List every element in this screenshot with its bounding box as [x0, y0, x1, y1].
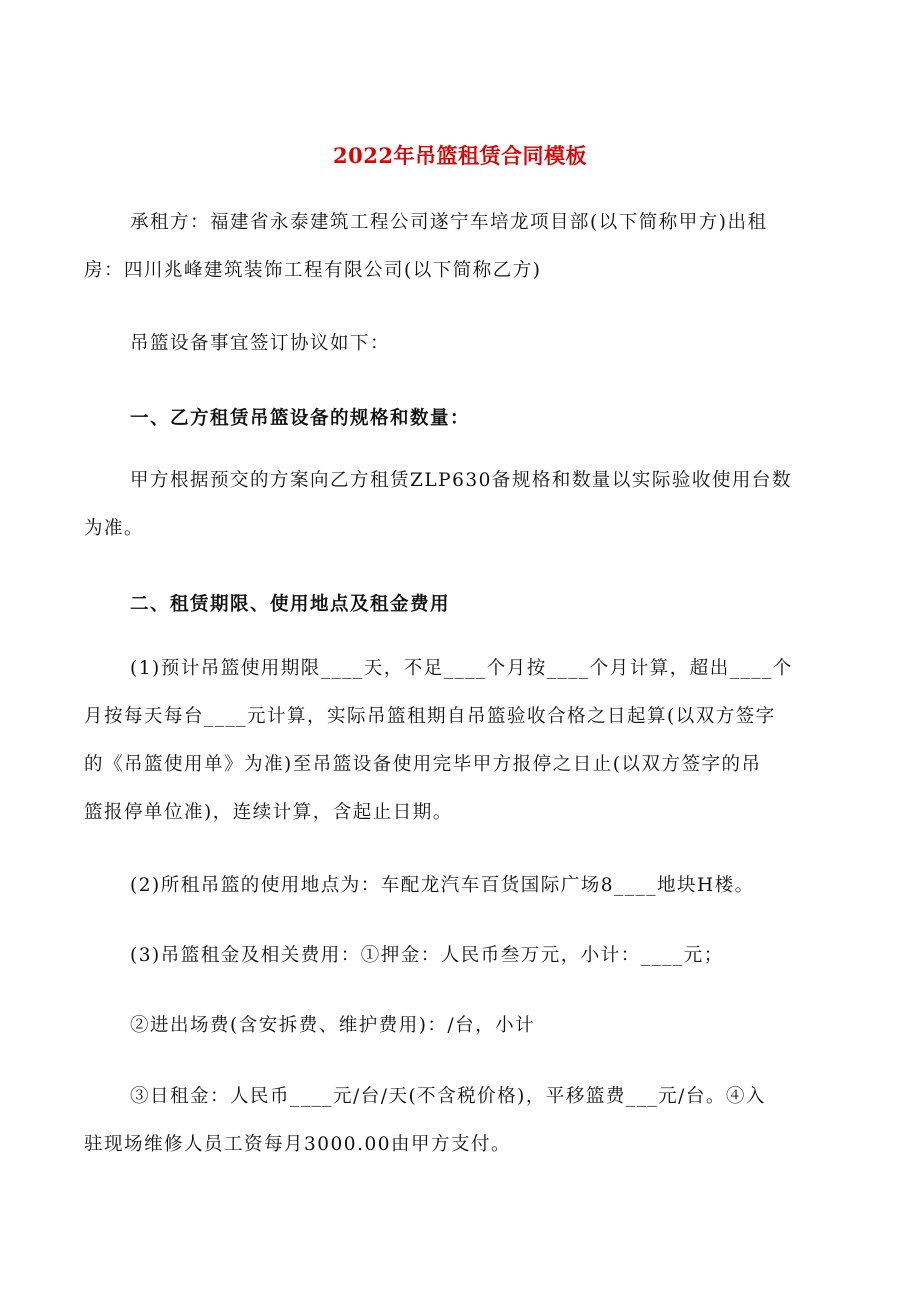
- item-3c-paragraph: [84, 1073, 800, 1169]
- item-3c-line-2: 驻现场维修人员工资每月3000.00由甲方支付。: [84, 1134, 512, 1155]
- item-1-line-2: 月按每天每台____元计算，实际吊篮租期自吊篮验收合格之日起算(以双方签字: [84, 706, 776, 727]
- intro-line: 吊篮设备事宜签订协议如下：: [130, 333, 391, 354]
- item-1-line-1: (1)预计吊篮使用期限____天，不足____个月按____个月计算，超出____个: [130, 658, 793, 679]
- item-2-line: (2)所租吊篮的使用地点为：车配龙汽车百货国际广场8____地块H楼。: [130, 875, 755, 896]
- item-3c-line-1: ③日租金：人民币____元/台/天(不含税价格)，平移篮费___元/台。④入: [130, 1086, 766, 1107]
- section-1-line-1: 甲方根据预交的方案向乙方租赁ZLP630备规格和数量以实际验收使用台数: [130, 470, 792, 491]
- item-1-line-3: 的《吊篮使用单》为准)至吊篮设备使用完毕甲方报停之日止(以双方签字的吊: [84, 754, 762, 775]
- section-2-heading: 二、租赁期限、使用地点及租金费用: [130, 594, 451, 615]
- intro-paragraph: [130, 320, 800, 368]
- item-3-paragraph: [130, 932, 800, 980]
- parties-line-1: 承租方：福建省永泰建筑工程公司遂宁车培龙项目部(以下简称甲方)出租: [130, 212, 768, 233]
- section-1-paragraph: [84, 457, 800, 553]
- section-1-line-2: 为准。: [84, 518, 145, 539]
- section-1-heading: 一、乙方租赁吊篮设备的规格和数量：: [130, 408, 471, 429]
- item-1-paragraph: [84, 645, 800, 837]
- item-2-paragraph: [130, 862, 800, 910]
- parties-paragraph: [84, 199, 800, 295]
- item-1-line-4: 篮报停单位准)，连续计算，含起止日期。: [84, 802, 453, 823]
- parties-line-2: 房：四川兆峰建筑装饰工程有限公司(以下简称乙方): [84, 260, 542, 281]
- item-3-line: (3)吊篮租金及相关费用：①押金：人民币叁万元，小计：____元；: [130, 945, 724, 966]
- item-3b-line: ②进出场费(含安拆费、维护费用)：/台，小计: [130, 1015, 536, 1036]
- item-3b-paragraph: [130, 1002, 800, 1050]
- document-title: 2022年吊篮租赁合同模板: [333, 143, 587, 168]
